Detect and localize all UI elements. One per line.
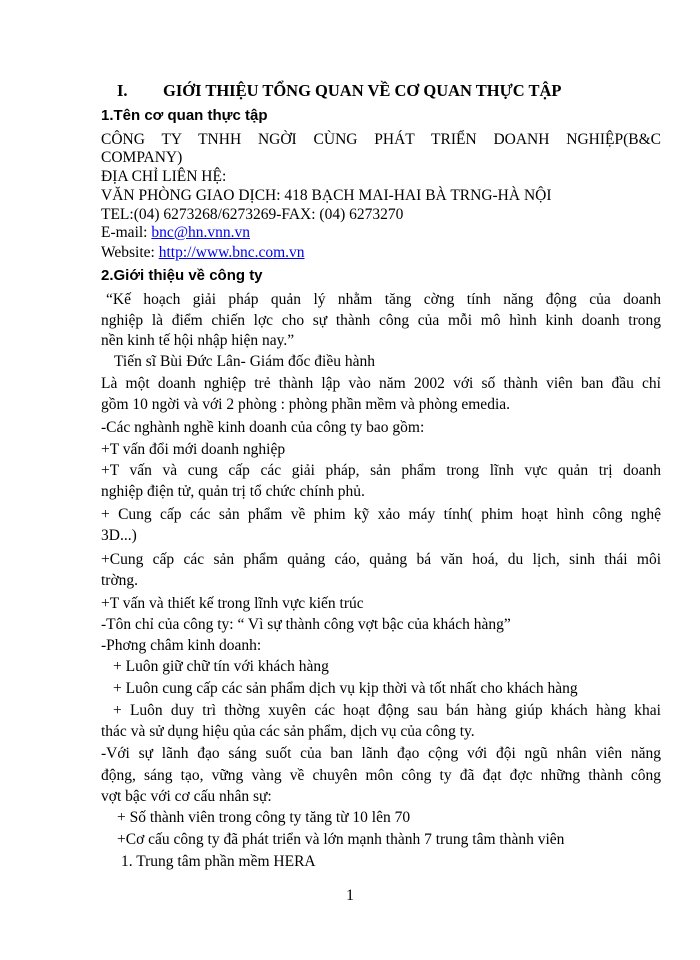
list-item: + Luôn giữ chữ tín với khách hàng [113,658,329,675]
company-name-line1: CÔNG TY TNHH NGỜI CÙNG PHÁT TRIỂN DOANH NGHIỆP(B&C [101,131,661,148]
company-name-line2: COMPANY) [101,149,183,166]
list-item: + Cung cấp các sản phẩm về phim kỹ xảo máy tính( phim hoạt hình công nghệ [101,506,661,523]
list-item: thác và sử dụng hiệu qủa các sản phẩm, dịch vụ của công ty. [101,723,475,740]
main-heading [117,80,577,102]
heading-title: GIỚI THIỆU TỔNG QUAN VỀ CƠ QUAN THỰC TẬP [163,81,562,100]
quote-line: nghiệp là điểm chiến lợc cho sự thành công của mỗi mô hình kinh doanh trong [101,312,661,329]
page-number: 1 [346,887,354,904]
quote-author: Tiến sĩ Bùi Đức Lân- Giám đốc điều hành [114,353,375,370]
body-line: động, sáng tạo, vững vàng về chuyên môn công ty đã đạt đợc những thành công [101,767,661,784]
list-item: 3D...) [101,527,137,544]
list-item: nghiệp điện tử, quản trị tổ chức chính phủ. [101,483,365,500]
list-item: trờng. [101,572,139,589]
list-item: +Cung cấp các sản phẩm quảng cáo, quảng bá văn hoá, du lịch, sinh thái môi [101,551,661,568]
list-item: + Luôn cung cấp các sản phẩm dịch vụ kịp thời và tốt nhất cho khách hàng [113,680,578,697]
section2-title: 2.Giới thiệu về công ty [101,267,263,284]
list-item: +Cơ cấu công ty đã phát triển và lớn mạnh thành 7 trung tâm thành viên [117,831,565,848]
office-address: VĂN PHÒNG GIAO DỊCH: 418 BẠCH MAI-HAI BÀ TRNG-HÀ NỘI [101,187,552,204]
heading-number: I. [117,81,128,100]
list-item: + Số thành viên trong công ty tăng từ 10 lên 70 [117,809,411,826]
body-line: Là một doanh nghiệp trẻ thành lập vào năm 2002 với số thành viên ban đầu chỉ [101,375,661,392]
body-line: -Các nghành nghề kinh doanh của công ty bao gồm: [101,419,425,436]
body-line: -Tôn chỉ của công ty: “ Vì sự thành công vợt bậc của khách hàng” [101,616,511,633]
email-label: E-mail: [101,224,152,241]
numbered-item: 1. Trung tâm phần mềm HERA [121,853,316,870]
list-item: +T vấn đổi mới doanh nghiệp [101,441,286,458]
body-line: -Với sự lãnh đạo sáng suốt của ban lãnh đạo cộng với đội ngũ nhân viên năng [101,745,661,762]
quote-line: nền kinh tế hội nhập hiện nay.” [101,332,295,349]
website-link[interactable]: http://www.bnc.com.vn [158,244,305,261]
website-label: Website: [101,244,159,261]
section1-title: 1.Tên cơ quan thực tập [101,107,268,124]
body-line: -Phơng châm kinh doanh: [101,637,262,654]
quote-line: “Kế hoạch giải pháp quản lý nhằm tăng cờng tính năng động của doanh [106,291,661,308]
email-link[interactable]: bnc@hn.vnn.vn [151,224,251,241]
list-item: +T vấn và cung cấp các giải pháp, sản phẩm trong lĩnh vực quản trị doanh [101,462,661,479]
body-line: vợt bậc với cơ cấu nhân sự: [101,788,272,805]
address-label: ĐỊA CHỈ LIÊN HỆ: [101,168,227,185]
list-item: + Luôn duy trì thờng xuyên các hoạt động sau bán hàng giúp khách hàng khai [113,702,661,719]
tel-fax: TEL:(04) 6273268/6273269-FAX: (04) 6273270 [101,206,404,223]
email-line [101,223,661,243]
body-line: gồm 10 ngời và với 2 phòng : phòng phần mềm và phòng emedia. [101,396,511,413]
website-line [101,243,661,263]
list-item: +T vấn và thiết kế trong lĩnh vực kiến trúc [101,595,364,612]
